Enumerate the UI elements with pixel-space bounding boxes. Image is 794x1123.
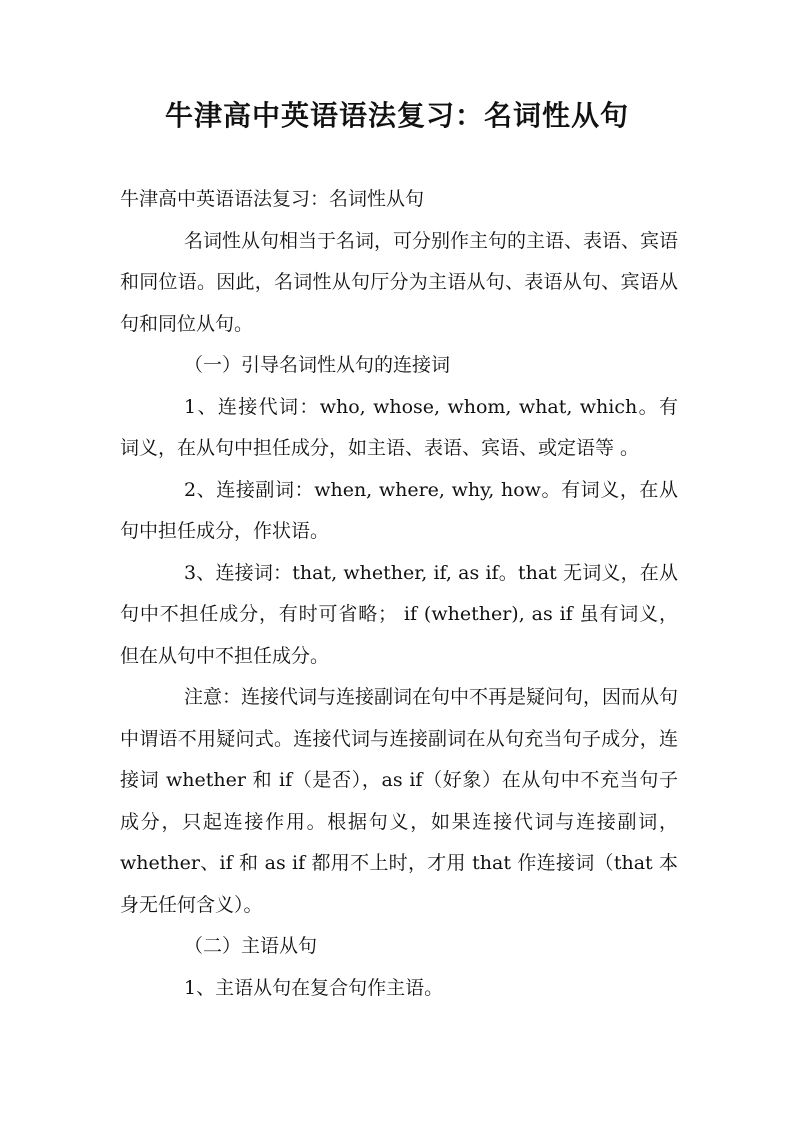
subject-clause-paragraph: 1、主语从句在复合句作主语。 bbox=[184, 976, 444, 999]
section-heading-connectives: （一）引导名词性从句的连接词 bbox=[184, 354, 451, 376]
intro-paragraph: 名词性从句相当于名词，可分别作主句的主语、表语、宾语和同位语。因此，名词性从句厅分为主语从句、表语从句、宾语从句和同位从句。 bbox=[120, 229, 679, 335]
conjunctions-paragraph: 3、连接词：that, whether, if, as if。that 无词义，在从句中不担任成分，有时可省略； if (whether), as if 虽有词义，但在从句中不担任成分。 bbox=[120, 561, 678, 667]
section-heading-subject-clause: （二）主语从句 bbox=[184, 935, 318, 957]
document-title: 牛津高中英语语法复习：名词性从句 bbox=[164, 99, 629, 132]
document-body bbox=[120, 179, 678, 1009]
subtitle-paragraph: 牛津高中英语语法复习：名词性从句 bbox=[120, 188, 425, 210]
connective-adverbs-paragraph: 2、连接副词：when, where, why, how。有词义，在从句中担任成分，作状语。 bbox=[120, 478, 678, 542]
connective-pronouns-paragraph: 1、连接代词：who, whose, whom, what, which。有词义，在从句中担任成分，如主语、表语、宾语、或定语等 。 bbox=[120, 395, 678, 459]
note-paragraph: 注意：连接代词与连接副词在句中不再是疑问句，因而从句中谓语不用疑问式。连接代词与连接副词在从句充当句子成分，连接词 whether 和 if（是否），as if（好象）在从句中不充当句子成分，只起连接作用。根据句义，如果连接代词与连接副词，whether、if 和 as if 都用不上时，才用 that 作连接词（that 本身无任何含义）。 bbox=[120, 686, 679, 916]
